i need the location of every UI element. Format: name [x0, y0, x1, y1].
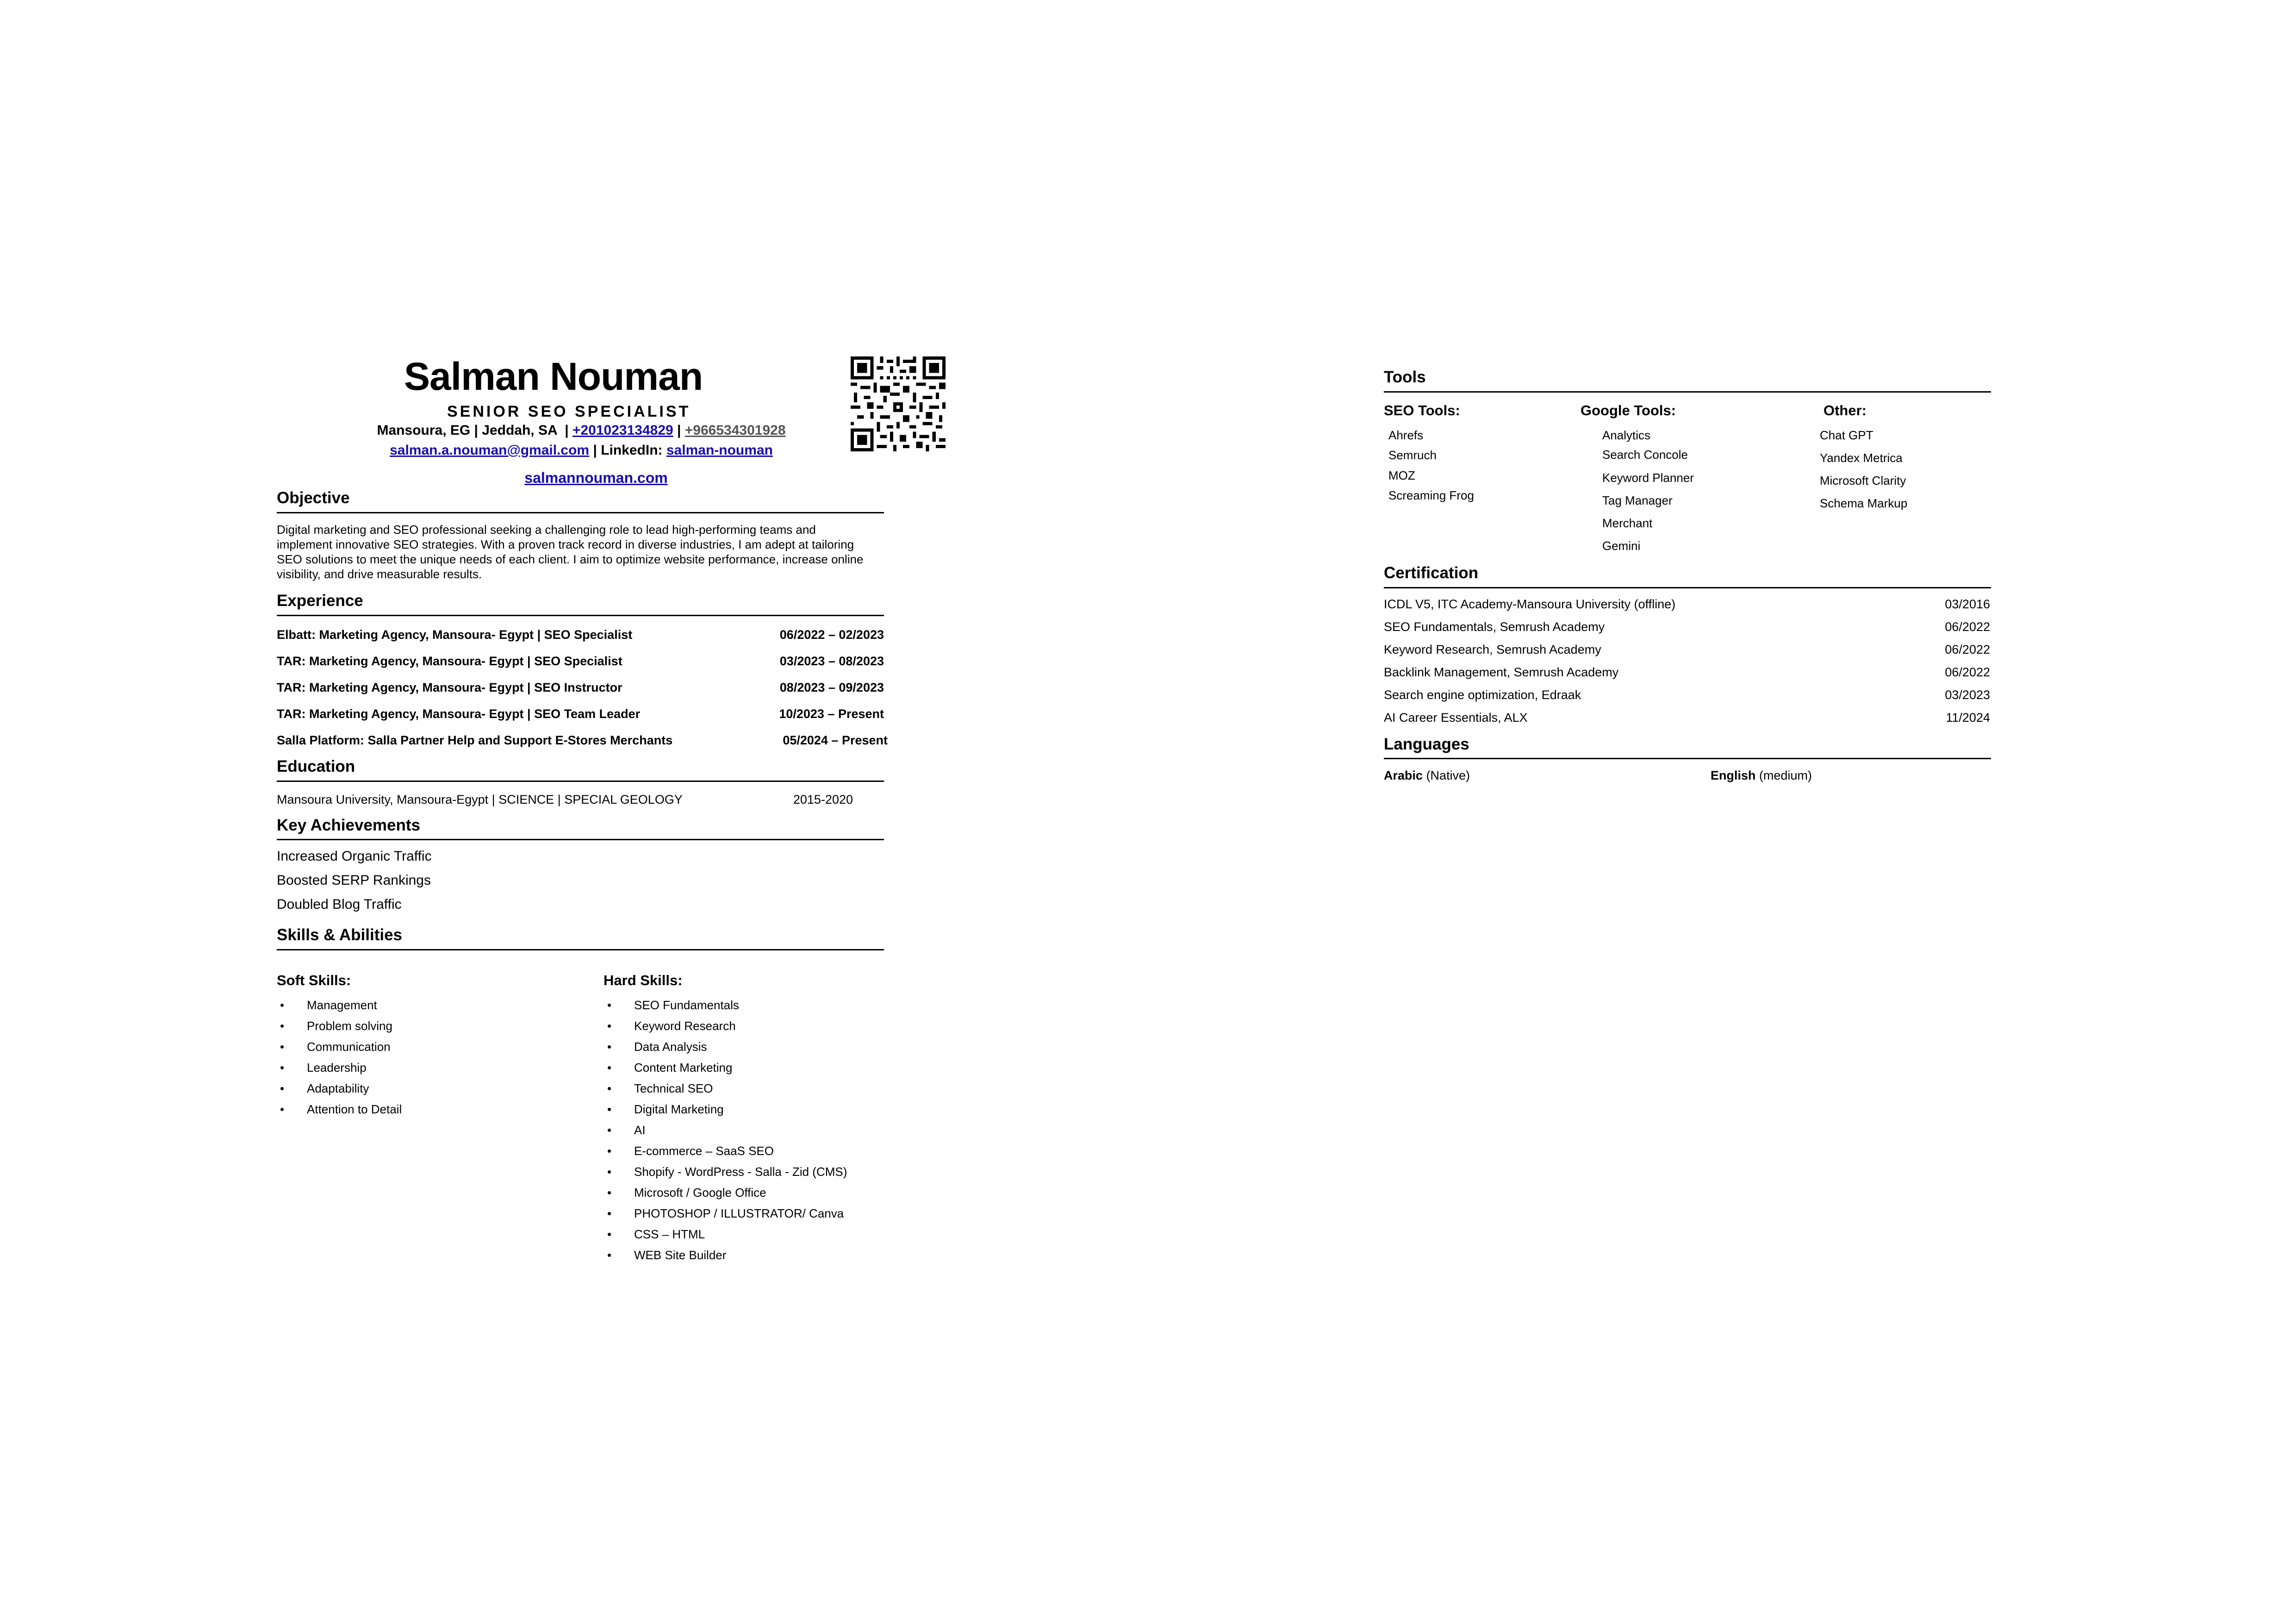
hard-skill-item: • Technical SEO: [634, 1081, 713, 1096]
seo-tool-item: Semruch: [1388, 448, 1437, 462]
phone-egypt-link[interactable]: +201023134829: [572, 423, 673, 438]
education-item: [277, 793, 888, 807]
objective-heading: Objective: [277, 489, 350, 507]
achievement-item: Boosted SERP Rankings: [277, 873, 431, 888]
other-tool-item: Chat GPT: [1820, 428, 1873, 442]
hard-skills-heading: Hard Skills:: [604, 972, 683, 988]
other-tool-item: Schema Markup: [1820, 496, 1908, 510]
experience-role: TAR: Marketing Agency, Mansoura- Egypt | SEO Specialist: [277, 654, 622, 668]
website-link[interactable]: salmannouman.com: [524, 469, 668, 486]
experience-date: 08/2023 – 09/2023: [779, 681, 884, 694]
experience-role: TAR: Marketing Agency, Mansoura- Egypt | SEO Instructor: [277, 681, 622, 694]
soft-skill-item: • Management: [307, 998, 377, 1012]
certification-item: [1384, 643, 1990, 657]
experience-item: [277, 681, 888, 695]
other-tools-heading: Other:: [1823, 402, 1867, 418]
language-item: [1384, 768, 1470, 783]
seo-tools-heading: SEO Tools:: [1384, 402, 1460, 418]
hard-skill-item: • E-commerce – SaaS SEO: [634, 1144, 774, 1158]
experience-date: 05/2024 – Present: [783, 733, 888, 747]
certification-item: [1384, 711, 1990, 725]
certification-divider: [1384, 587, 1991, 588]
seo-tool-item: MOZ: [1388, 468, 1415, 482]
hard-skill-item: • Digital Marketing: [634, 1102, 724, 1117]
hard-skill-item: • AI: [634, 1123, 646, 1137]
objective-divider: [277, 512, 884, 513]
certification-name: AI Career Essentials, ALX: [1384, 711, 1528, 725]
language-item: [1711, 768, 1812, 783]
certification-date: 06/2022: [1945, 643, 1990, 656]
google-tool-item: Analytics: [1602, 428, 1651, 442]
objective-text: Digital marketing and SEO professional seeking a challenging role to lead high-performing teams and implement innovative SEO strategies. With a proven track record in diverse industries, I am adept at tailoring SEO solutions to meet the unique needs of each client. I aim to optimize website performance, increase online visibility, and drive measurable results.: [277, 523, 864, 581]
experience-role: TAR: Marketing Agency, Mansoura- Egypt | SEO Team Leader: [277, 707, 641, 721]
education-date: 2015-2020: [793, 793, 853, 806]
tools-heading: Tools: [1384, 368, 1426, 386]
experience-item: [277, 654, 888, 668]
seo-tool-item: Screaming Frog: [1388, 488, 1474, 502]
google-tools-heading: Google Tools:: [1580, 402, 1676, 418]
certification-date: 11/2024: [1946, 711, 1990, 725]
soft-skills-heading: Soft Skills:: [277, 972, 351, 988]
other-tool-item: Yandex Metrica: [1820, 451, 1903, 465]
soft-skill-item: • Adaptability: [307, 1081, 369, 1096]
phone-saudi-link[interactable]: +966534301928: [684, 423, 786, 438]
certification-date: 06/2022: [1945, 665, 1990, 679]
linkedin-link[interactable]: salman-nouman: [666, 443, 773, 458]
candidate-name: Salman Nouman: [404, 355, 703, 398]
certification-date: 03/2023: [1945, 688, 1990, 702]
certification-item: [1384, 597, 1990, 612]
certification-date: 06/2022: [1945, 620, 1990, 634]
education-degree: Mansoura University, Mansoura-Egypt | SCIENCE | SPECIAL GEOLOGY: [277, 793, 683, 806]
language-level: (Native): [1426, 768, 1470, 782]
contact-line-online: salman.a.nouman@gmail.com | LinkedIn: salman-nouman: [390, 443, 773, 458]
hard-skill-item: • CSS – HTML: [634, 1227, 705, 1242]
soft-skill-item: • Leadership: [307, 1061, 367, 1075]
language-level: (medium): [1759, 768, 1812, 782]
qr-code-icon: [851, 356, 946, 451]
email-link[interactable]: salman.a.nouman@gmail.com: [390, 443, 590, 458]
languages-divider: [1384, 758, 1991, 759]
experience-item: [277, 733, 888, 748]
google-tool-item: Search Concole: [1602, 448, 1688, 462]
tools-divider: [1384, 391, 1991, 393]
hard-skill-item: • Microsoft / Google Office: [634, 1186, 766, 1200]
candidate-title: SENIOR SEO SPECIALIST: [447, 403, 691, 420]
certification-name: Keyword Research, Semrush Academy: [1384, 643, 1601, 656]
experience-date: 06/2022 – 02/2023: [779, 628, 884, 642]
experience-item: [277, 628, 888, 642]
achievement-item: Doubled Blog Traffic: [277, 897, 402, 912]
language-name: Arabic: [1384, 768, 1423, 782]
certification-name: Backlink Management, Semrush Academy: [1384, 665, 1619, 679]
experience-role: Salla Platform: Salla Partner Help and Support E-Stores Merchants: [277, 733, 673, 747]
achievements-heading: Key Achievements: [277, 816, 420, 834]
website-line: [277, 469, 915, 487]
certification-name: ICDL V5, ITC Academy-Mansoura University (offline): [1384, 597, 1676, 611]
experience-heading: Experience: [277, 592, 363, 610]
google-tool-item: Gemini: [1602, 539, 1641, 553]
hard-skill-item: • Data Analysis: [634, 1040, 707, 1054]
language-name: English: [1711, 768, 1756, 782]
google-tool-item: Merchant: [1602, 516, 1653, 530]
achievement-item: Increased Organic Traffic: [277, 849, 432, 864]
hard-skill-item: • Keyword Research: [634, 1019, 736, 1033]
google-tool-item: Keyword Planner: [1602, 471, 1694, 485]
other-tool-item: Microsoft Clarity: [1820, 474, 1906, 487]
soft-skill-item: • Problem solving: [307, 1019, 392, 1033]
google-tool-item: Tag Manager: [1602, 493, 1673, 507]
certification-date: 03/2016: [1945, 597, 1990, 611]
experience-role: Elbatt: Marketing Agency, Mansoura- Egypt | SEO Specialist: [277, 628, 633, 642]
education-divider: [277, 781, 884, 782]
contact-line-phones: Mansoura, EG | Jeddah, SA | +201023134829 | +966534301928: [377, 423, 786, 438]
certification-name: Search engine optimization, Edraak: [1384, 688, 1581, 702]
hard-skill-item: • PHOTOSHOP / ILLUSTRATOR/ Canva: [634, 1206, 844, 1221]
hard-skill-item: • SEO Fundamentals: [634, 998, 739, 1012]
certification-heading: Certification: [1384, 564, 1479, 582]
education-heading: Education: [277, 757, 355, 775]
experience-divider: [277, 615, 884, 616]
certification-name: SEO Fundamentals, Semrush Academy: [1384, 620, 1605, 634]
soft-skill-item: • Communication: [307, 1040, 391, 1054]
skills-heading: Skills & Abilities: [277, 926, 403, 944]
experience-date: 10/2023 – Present: [779, 707, 884, 721]
experience-item: [277, 707, 888, 721]
hard-skill-item: • Content Marketing: [634, 1061, 732, 1075]
soft-skill-item: • Attention to Detail: [307, 1102, 402, 1117]
hard-skill-item: • Shopify - WordPress - Salla - Zid (CMS): [634, 1165, 847, 1179]
achievements-divider: [277, 839, 884, 840]
certification-item: [1384, 620, 1990, 634]
certification-item: [1384, 665, 1990, 680]
hard-skill-item: • WEB Site Builder: [634, 1248, 726, 1262]
location: Mansoura, EG | Jeddah, SA: [377, 423, 557, 438]
linkedin-label: LinkedIn:: [601, 443, 663, 458]
skills-divider: [277, 949, 884, 950]
experience-date: 03/2023 – 08/2023: [779, 654, 884, 668]
seo-tool-item: Ahrefs: [1388, 428, 1424, 442]
certification-item: [1384, 688, 1990, 702]
languages-heading: Languages: [1384, 735, 1469, 753]
